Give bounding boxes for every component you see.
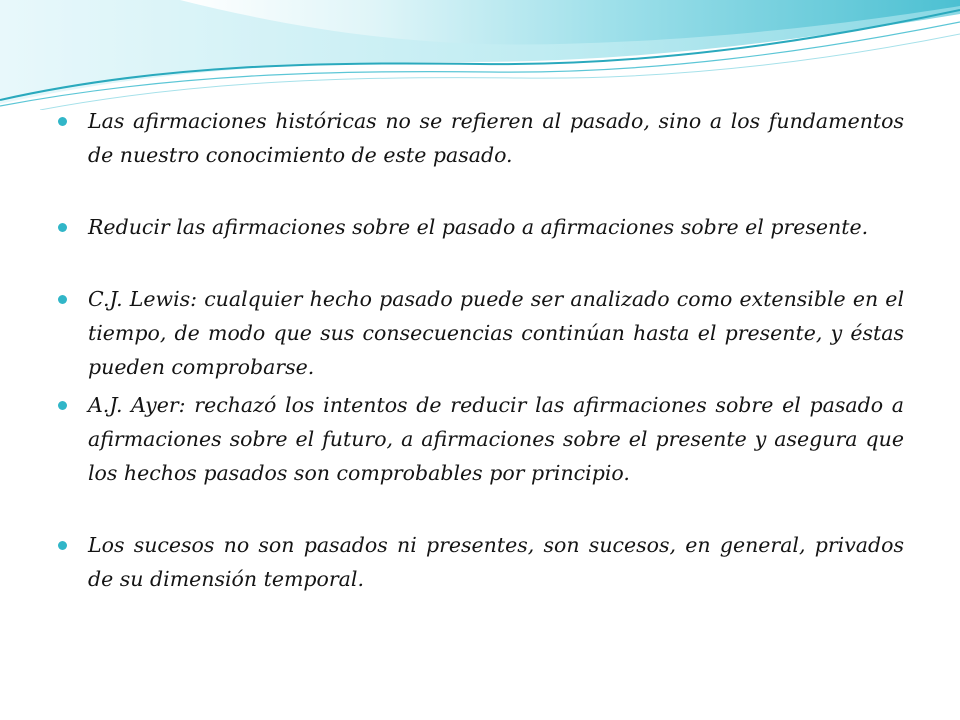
bullet-dot-icon [58, 401, 67, 410]
bullet-item [58, 104, 904, 172]
bullet-item [58, 282, 904, 384]
bullet-item [58, 210, 904, 244]
bullet-item [58, 528, 904, 596]
bullet-dot-icon [58, 117, 67, 126]
bullet-text: A.J. Ayer: rechazó los intentos de reducir las afirmaciones sobre el pasado a afirmaciones sobre el futuro, a afirmaciones sobre el presente y asegura que los hechos pasados son comprobables por principio. [88, 393, 904, 485]
bullet-text: Las afirmaciones históricas no se refieren al pasado, sino a los fundamentos de nuestro conocimiento de este pasado. [88, 109, 904, 167]
bullet-text: Reducir las afirmaciones sobre el pasado a afirmaciones sobre el presente. [88, 215, 869, 239]
header-wave-decoration [0, 0, 960, 110]
bullet-text: C.J. Lewis: cualquier hecho pasado puede ser analizado como extensible en el tiempo, de modo que sus consecuencias continúan hasta el presente, y éstas pueden comprobarse. [88, 287, 904, 379]
bullet-dot-icon [58, 223, 67, 232]
bullet-dot-icon [58, 541, 67, 550]
bullet-list [58, 104, 904, 596]
bullet-dot-icon [58, 295, 67, 304]
slide-body [58, 104, 904, 596]
bullet-text: Los sucesos no son pasados ni presentes, son sucesos, en general, privados de su dimensión temporal. [88, 533, 904, 591]
bullet-item [58, 388, 904, 490]
